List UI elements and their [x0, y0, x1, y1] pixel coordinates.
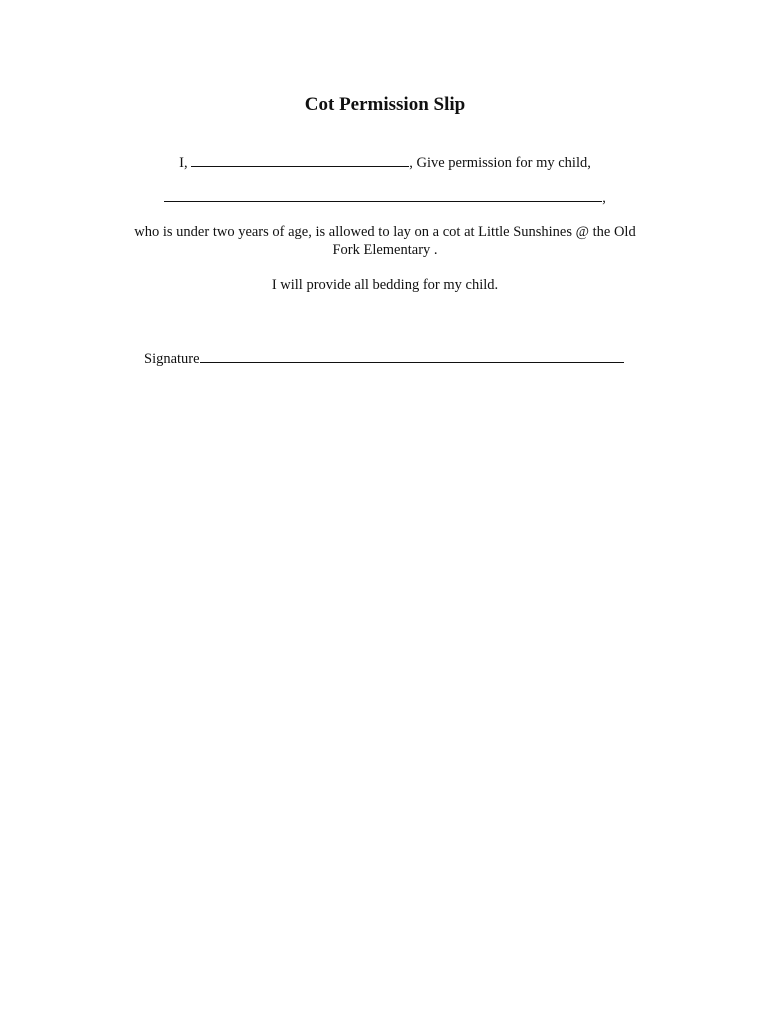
- signature-line: [144, 349, 624, 368]
- document-title: Cot Permission Slip: [304, 94, 466, 115]
- line1-suffix: , Give permission for my child,: [409, 155, 591, 171]
- parent-name-blank[interactable]: [191, 153, 409, 167]
- parent-name-line: [0, 153, 770, 172]
- child-name-line: [0, 188, 770, 207]
- bedding-statement: I will provide all bedding for my child.: [271, 277, 499, 293]
- signature-label: Signature: [144, 351, 200, 367]
- signature-blank[interactable]: [200, 349, 624, 363]
- permission-paragraph-line-1: who is under two years of age, is allowed to lay on a cot at Little Sunshines @ the Old: [134, 224, 636, 240]
- child-name-blank[interactable]: [164, 188, 602, 202]
- line1-prefix: I,: [179, 155, 188, 171]
- line2-suffix: ,: [602, 190, 606, 206]
- permission-paragraph-line-2: Fork Elementary .: [332, 242, 438, 258]
